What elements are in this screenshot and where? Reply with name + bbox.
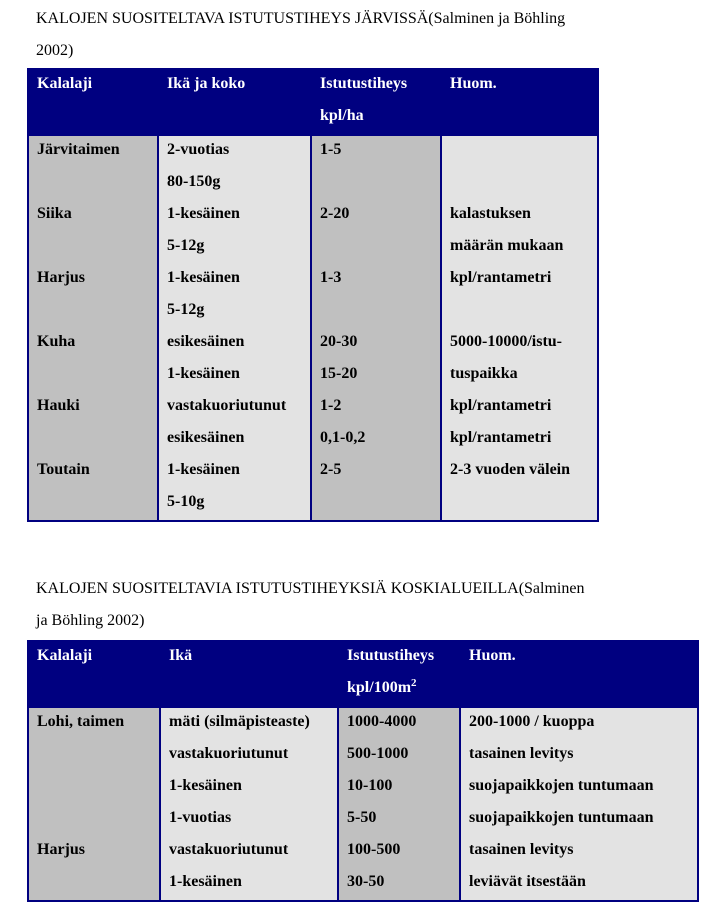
cell-age-size: 1-kesäinen — [167, 365, 240, 382]
cell-species: Harjus — [37, 269, 85, 286]
cell-note: määrän mukaan — [450, 237, 564, 254]
cell-note: 2-3 vuoden välein — [450, 461, 571, 478]
cell-species — [37, 740, 159, 772]
cell-species: Siika — [37, 205, 72, 222]
table-header-row — [28, 641, 698, 707]
cell-density: 2-20 — [320, 205, 350, 222]
cell-age-size: 5-10g — [167, 493, 205, 510]
table-header-row — [28, 69, 598, 135]
cell-note — [450, 136, 597, 168]
cell-density: 1-5 — [320, 141, 342, 158]
cell-species — [37, 804, 159, 836]
cell-note — [450, 296, 597, 328]
cell-note: kalastuksen — [450, 205, 531, 222]
cell-age: mäti (silmäpisteaste) — [169, 713, 310, 730]
cell-age-size: 1-kesäinen — [167, 269, 240, 286]
rapids-stocking-table — [27, 640, 699, 902]
cell-species — [37, 296, 157, 328]
cell-species: Lohi, taimen — [37, 713, 125, 730]
header-species: Kalalaji — [28, 69, 158, 135]
table1-title: KALOJEN SUOSITELTAVA ISTUTUSTIHEYS JÄRVISSÄ — [36, 10, 429, 27]
cell-species: Toutain — [37, 461, 90, 478]
cell-note: 5000-10000/istu- — [450, 333, 562, 350]
cell-note: leviävät itsestään — [469, 873, 586, 890]
cell-note-column — [441, 135, 598, 521]
table-body-row — [28, 135, 598, 521]
cell-density — [320, 488, 440, 520]
cell-density: 2-5 — [320, 461, 342, 478]
cell-note: tasainen levitys — [469, 745, 574, 762]
cell-age-size-column — [158, 135, 311, 521]
cell-species — [37, 772, 159, 804]
cell-species — [37, 168, 157, 200]
cell-age-size: vastakuoriutunut — [167, 397, 287, 414]
table2-citation-year: ja Böhling 2002) — [36, 612, 145, 629]
cell-age-size: 5-12g — [167, 237, 205, 254]
cell-density: 10-100 — [347, 777, 393, 794]
cell-density: 100-500 — [347, 841, 401, 858]
table2-citation: (Salminen — [518, 580, 585, 597]
cell-density: 500-1000 — [347, 745, 409, 762]
cell-density: 20-30 — [320, 333, 358, 350]
table2-title: KALOJEN SUOSITELTAVIA ISTUTUSTIHEYKSIÄ KOSKIALUEILLA — [36, 580, 519, 597]
cell-species — [37, 868, 159, 900]
table-body-row — [28, 707, 698, 901]
cell-note — [450, 168, 597, 200]
cell-note: tasainen levitys — [469, 841, 574, 858]
table1-citation-year: 2002) — [36, 42, 74, 59]
cell-age-size: 80-150g — [167, 173, 221, 190]
cell-density: 1-3 — [320, 269, 342, 286]
header-note: Huom. — [441, 69, 598, 135]
cell-age: vastakuoriutunut — [169, 745, 289, 762]
header-age-size: Ikä ja koko — [158, 69, 311, 135]
cell-density: 30-50 — [347, 873, 385, 890]
cell-species — [37, 360, 157, 392]
cell-density: 1000-4000 — [347, 713, 417, 730]
cell-note — [450, 488, 597, 520]
cell-density — [320, 296, 440, 328]
cell-age-size: 5-12g — [167, 301, 205, 318]
cell-age: 1-vuotias — [169, 809, 232, 826]
cell-note: kpl/rantametri — [450, 397, 552, 414]
header-species: Kalalaji — [28, 641, 160, 707]
cell-density — [320, 168, 440, 200]
cell-species: Harjus — [37, 841, 85, 858]
cell-age: 1-kesäinen — [169, 873, 242, 890]
cell-species-column — [28, 135, 158, 521]
cell-species: Kuha — [37, 333, 76, 350]
cell-species-column — [28, 707, 160, 901]
cell-species — [37, 232, 157, 264]
cell-age-size: esikesäinen — [167, 429, 245, 446]
cell-species — [37, 424, 157, 456]
table2-caption — [36, 573, 696, 637]
cell-note: tuspaikka — [450, 365, 518, 382]
cell-species: Hauki — [37, 397, 80, 414]
cell-age-column — [160, 707, 338, 901]
cell-age: vastakuoriutunut — [169, 841, 289, 858]
cell-note: kpl/rantametri — [450, 269, 552, 286]
cell-density: 5-50 — [347, 809, 377, 826]
cell-note-column — [460, 707, 698, 901]
cell-species — [37, 488, 157, 520]
lake-stocking-table — [27, 68, 599, 522]
cell-density — [320, 232, 440, 264]
cell-density-column — [311, 135, 441, 521]
cell-density: 15-20 — [320, 365, 358, 382]
header-density: Istutustiheys kpl/$100m^2$ — [338, 641, 460, 707]
cell-density: 1-2 — [320, 397, 342, 414]
table1-caption — [36, 3, 696, 67]
cell-age-size: 1-kesäinen — [167, 461, 240, 478]
cell-age-size: esikesäinen — [167, 333, 245, 350]
header-density: Istutustiheys kpl/ha — [311, 69, 441, 135]
cell-note: 200-1000 / kuoppa — [469, 713, 595, 730]
header-note: Huom. — [460, 641, 698, 707]
cell-age-size: 2-vuotias — [167, 141, 230, 158]
cell-species: Järvitaimen — [37, 141, 120, 158]
cell-density: 0,1-0,2 — [320, 429, 366, 446]
table1-citation: (Salminen ja Böhling — [428, 10, 566, 27]
header-age: Ikä — [160, 641, 338, 707]
cell-note: suojapaikkojen tuntumaan — [469, 777, 654, 794]
cell-note: suojapaikkojen tuntumaan — [469, 809, 654, 826]
cell-density-column — [338, 707, 460, 901]
cell-age-size: 1-kesäinen — [167, 205, 240, 222]
cell-note: kpl/rantametri — [450, 429, 552, 446]
cell-age: 1-kesäinen — [169, 777, 242, 794]
